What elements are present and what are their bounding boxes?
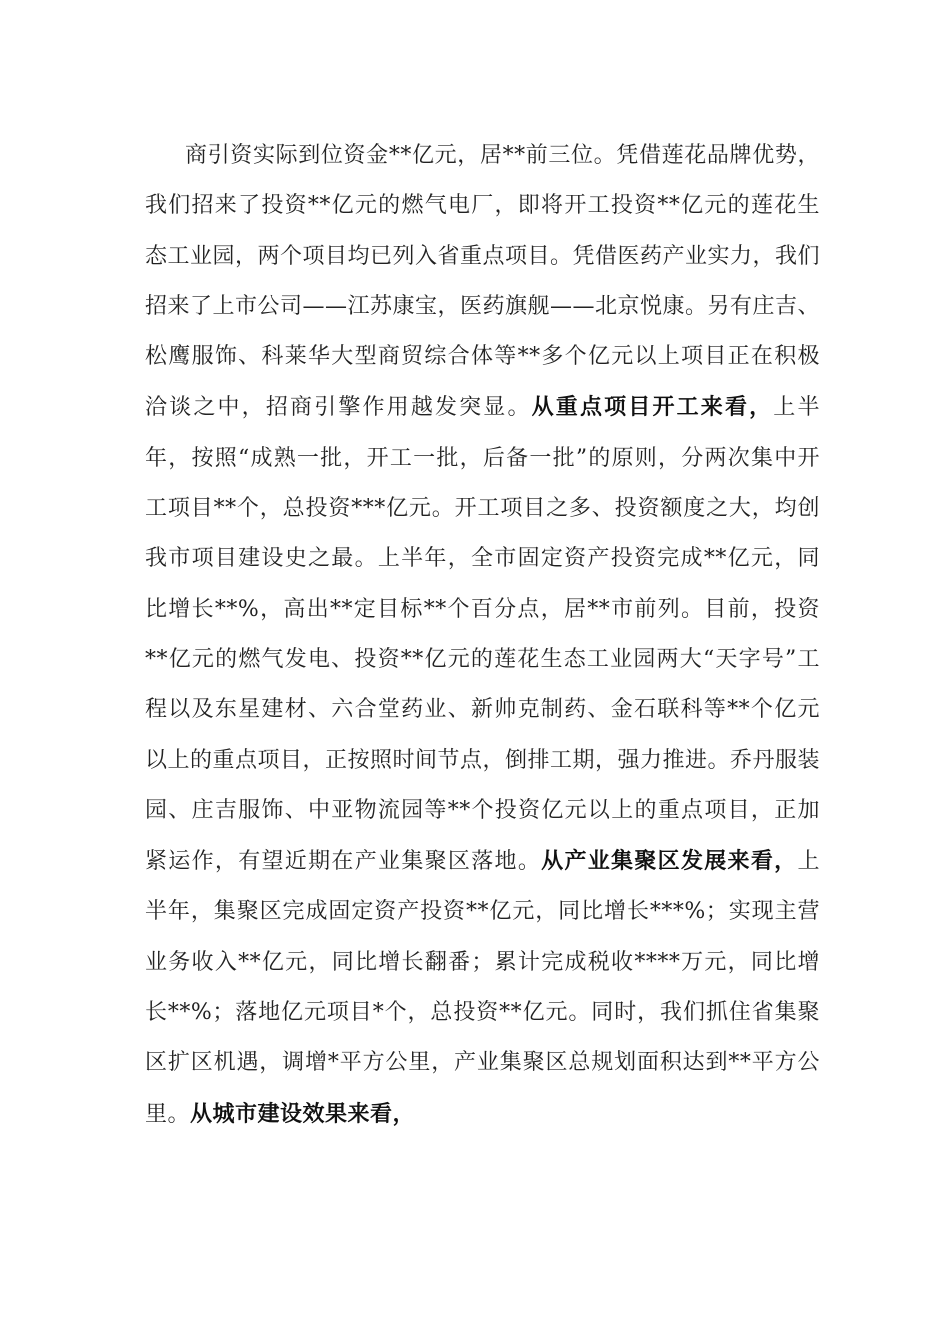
section-heading-urban-construction: 从城市建设效果来看， (190, 1100, 416, 1127)
paragraph-text-2: 上半年，按照“成熟一批，开工一批，后备一批”的原则，分两次集中开工项目**个，总投资***亿元。开工项目之多、投资额度之大，均创我市项目建设史之最。上半年，全市固定资产投资完成**亿元，同比增长**%，高出**定目标**个百分点，居**市前列。目前，投资**亿元的燃气发电、投资**亿元的莲花生态工业园两大“天字号”工程以及东星建材、六合堂药业、新帅克制药、金石联科等**个亿元以上的重点项目，正按照时间节点，倒排工期，强力推进。乔丹服装园、庄吉服饰、中亚物流园等**个投资亿元以上的重点项目，正加紧运作，有望近期在产业集聚区落地。 (145, 395, 821, 875)
paragraph-text-1: 商引资实际到位资金**亿元，居**前三位。凭借莲花品牌优势，我们招来了投资**亿元的燃气电厂，即将开工投资**亿元的莲花生态工业园，两个项目均已列入省重点项目。凭借医药产业实力，我们招来了上市公司——江苏康宝，医药旗舰——北京悦康。另有庄吉、松鹰服饰、科莱华大型商贸综合体等**多个亿元以上项目正在积极洽谈之中，招商引擎作用越发突显。 (145, 143, 821, 421)
paragraph-text-3: 上半年，集聚区完成固定资产投资**亿元，同比增长***%；实现主营业务收入**亿元，同比增长翻番；累计完成税收****万元，同比增长**%；落地亿元项目*个，总投资**亿元。同时，我们抓住省集聚区扩区机遇，调增*平方公里，产业集聚区总规划面积达到**平方公里。 (145, 849, 821, 1127)
section-heading-key-projects: 从重点项目开工来看， (531, 394, 774, 421)
section-heading-industrial-cluster: 从产业集聚区发展来看， (541, 848, 798, 875)
body-paragraph (145, 131, 820, 1140)
